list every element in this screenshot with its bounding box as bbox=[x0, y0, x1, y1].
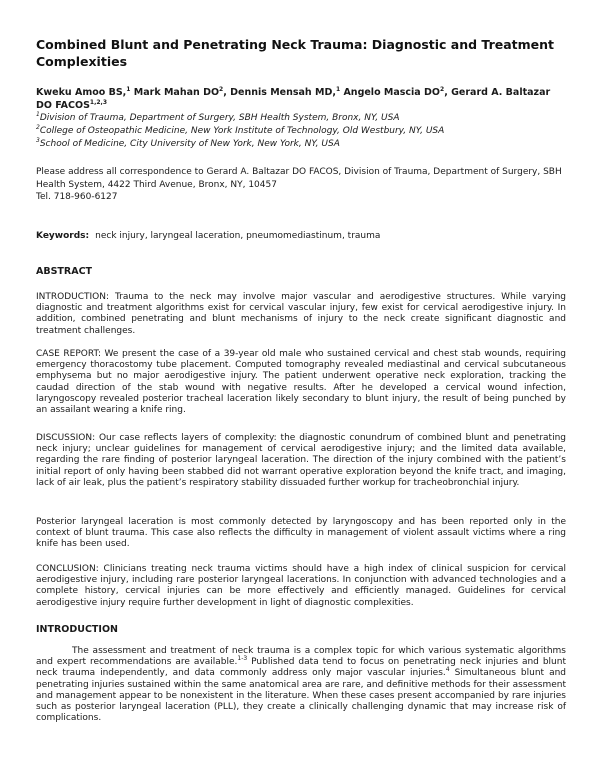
abstract-introduction: INTRODUCTION: Trauma to the neck may involve major vascular and aerodigestive structures. While varying diagnostic and treatment algorithms exist for cervical vascular injury, few exist for cervical aerodigestive injury. In addition, combined penetrating and blunt mechanisms of injury to the neck create significant diagnostic and treatment challenges. bbox=[36, 292, 566, 336]
author-name: , Dennis Mensah MD, bbox=[223, 87, 336, 98]
keywords-label: Keywords: bbox=[36, 231, 90, 241]
affiliation-text: Division of Trauma, Department of Surgery, SBH Health System, Bronx, NY, USA bbox=[39, 113, 400, 123]
citation-marker: 1-3 bbox=[237, 655, 248, 663]
author-affiliation-marker: 1 bbox=[335, 85, 341, 93]
author-name: Kweku Amoo BS, bbox=[36, 87, 127, 98]
introduction-text: Published data tend to focus on penetrating neck injuries and blunt neck trauma independently, and data commonly address only major vascular injuries. bbox=[36, 657, 566, 679]
abstract-discussion: DISCUSSION: Our case reflects layers of complexity: the diagnostic conundrum of combined blunt and penetrating neck injury; unclear guidelines for management of cervical aerodigestive injury; and the limited data available, regarding the rare finding of posterior laryngeal laceration. The direction of the injury combined with the patient’s initial report of only having been stabbed did not warrant operative exploration beyond the knife tract, and imaging, lack of air leak, plus the patient’s respiratory stability dissuaded further workup for tracheobronchial injury. bbox=[36, 433, 566, 488]
correspondence-address: Please address all correspondence to Gerard A. Baltazar DO FACOS, Division of Trauma, Department of Surgery, SBH Health System, 4422 Third Avenue, Bronx, NY, 10457 bbox=[36, 167, 562, 190]
introduction-text: The assessment and treatment of neck trauma is a complex topic for which various systematic algorithms and expert recommendations are available. bbox=[36, 646, 566, 668]
affiliation-marker: 3 bbox=[36, 137, 40, 144]
introduction-heading: INTRODUCTION bbox=[36, 624, 118, 635]
abstract-heading: ABSTRACT bbox=[36, 266, 93, 277]
author-list bbox=[36, 86, 566, 112]
affiliation-line bbox=[36, 125, 566, 138]
correspondence-phone: Tel. 718-960-6127 bbox=[36, 192, 118, 202]
affiliation-marker: 1 bbox=[36, 111, 40, 118]
introduction-paragraph bbox=[36, 646, 566, 724]
abstract-conclusion: CONCLUSION: Clinicians treating neck trauma victims should have a high index of clinical suspicion for cervical aerodigestive injury, including rare posterior laryngeal lacerations. In conjunction with advanced technologies and a complete history, cervical injuries can be more effectively and efficiently managed. Guidelines for cervical aerodigestive injury require further development in light of diagnostic complexities. bbox=[36, 564, 566, 608]
affiliation-line bbox=[36, 138, 566, 151]
author-affiliation-marker: 2 bbox=[219, 85, 224, 93]
affiliation-line bbox=[36, 112, 566, 125]
abstract-case-report: CASE REPORT: We present the case of a 39-year old male who sustained cervical and chest stab wounds, requiring emergency thoracostomy tube placement. Computed tomography revealed mediastinal and cervical subcutaneous emphysema but no major aerodigestive injury. The patient underwent operative neck exploration, tracking the caudad direction of the stab wound with negative results. After he developed a cervical wound infection, laryngoscopy revealed posterior tracheal laceration likely secondary to blunt injury, the result of being punched by an assailant wearing a knife ring. bbox=[36, 349, 566, 416]
affiliation-marker: 2 bbox=[36, 124, 40, 131]
affiliation-text: School of Medicine, City University of New York, New York, NY, USA bbox=[39, 139, 340, 149]
author-name: , Gerard A. Baltazar DO FACOS bbox=[36, 87, 551, 111]
author-name: Angelo Mascia DO bbox=[343, 87, 440, 98]
keywords-text: neck injury, laryngeal laceration, pneumomediastinum, trauma bbox=[95, 231, 381, 241]
keywords bbox=[36, 231, 566, 241]
paper-title: Combined Blunt and Penetrating Neck Trauma: Diagnostic and Treatment Complexities bbox=[36, 37, 554, 69]
affiliations bbox=[36, 112, 566, 151]
citation-marker: 4 bbox=[445, 666, 450, 674]
introduction-text: Simultaneous blunt and penetrating injuries sustained within the same anatomical area are rare, and definitive methods for their assessment and management appear to be nonexistent in the literature. When these cases present accompanied by rare injuries such as posterior laryngeal laceration (PLL), they create a clinically challenging dynamic that may increase risk of complications. bbox=[36, 668, 566, 724]
author-affiliation-marker: 2 bbox=[440, 85, 445, 93]
author-name: Mark Mahan DO bbox=[133, 87, 220, 98]
author-affiliation-marker: 1 bbox=[126, 85, 131, 93]
author-affiliation-marker: 1,2,3 bbox=[89, 98, 108, 106]
affiliation-text: College of Osteopathic Medicine, New York Institute of Technology, Old Westbury, NY, USA bbox=[39, 126, 445, 136]
abstract-posterior-laceration: Posterior laryngeal laceration is most commonly detected by laryngoscopy and has been reported only in the context of blunt trauma. This case also reflects the difficulty in management of violent assault victims where a ring knife has been used. bbox=[36, 517, 566, 550]
correspondence bbox=[36, 166, 566, 204]
